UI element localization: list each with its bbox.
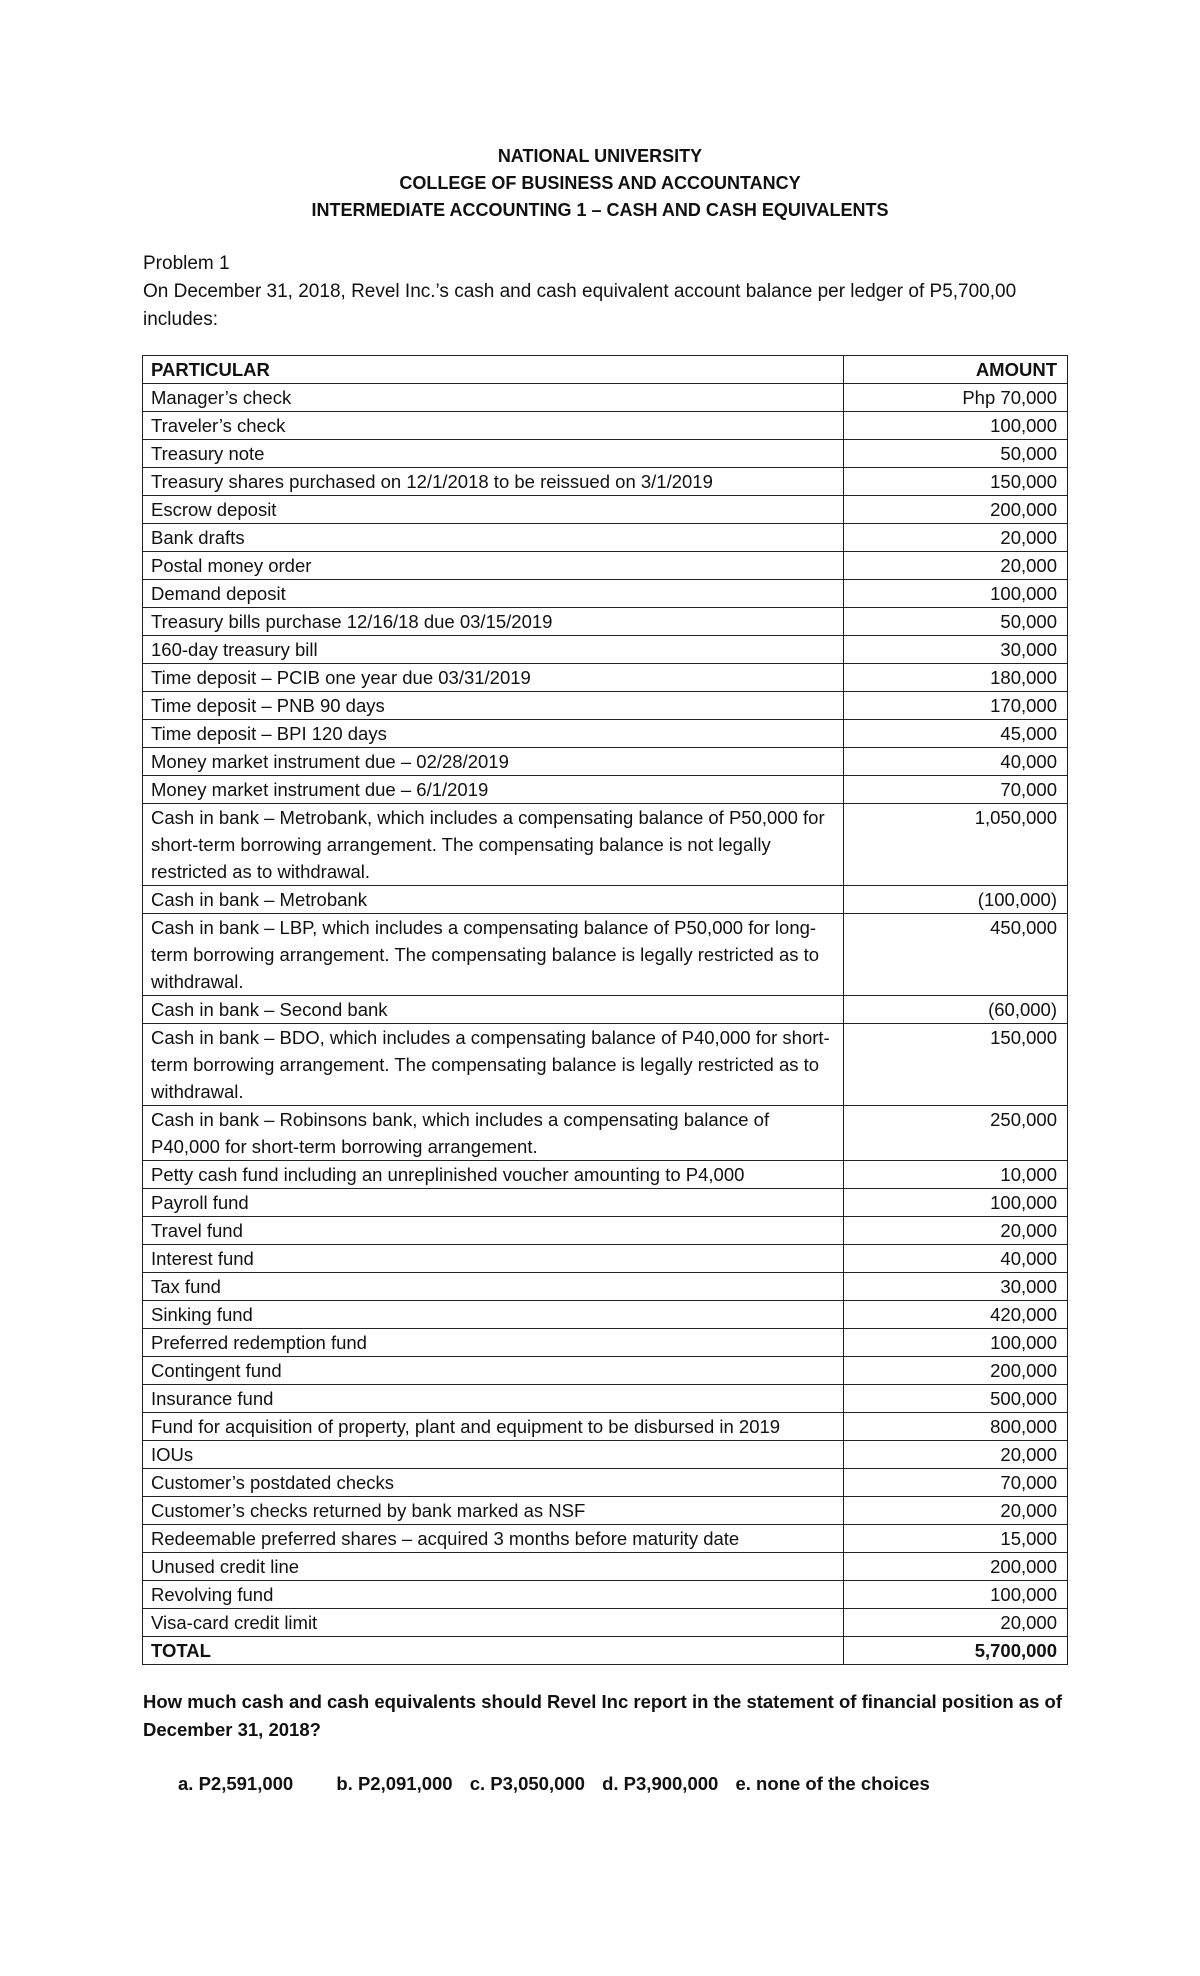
particular-cell: Customer’s checks returned by bank marked as NSF	[143, 1497, 844, 1525]
column-header-amount: AMOUNT	[844, 356, 1068, 384]
table-row	[143, 664, 1068, 692]
particular-cell: Cash in bank – Second bank	[143, 996, 844, 1024]
amount-cell: 15,000	[844, 1525, 1068, 1553]
table-row	[143, 1106, 1068, 1161]
table-row	[143, 468, 1068, 496]
particular-cell: IOUs	[143, 1441, 844, 1469]
particular-cell: 160-day treasury bill	[143, 636, 844, 664]
total-row	[143, 1637, 1068, 1665]
particular-cell: Unused credit line	[143, 1553, 844, 1581]
amount-cell: 40,000	[844, 1245, 1068, 1273]
choice-e: e. none of the choices	[735, 1773, 930, 1794]
table-row	[143, 1329, 1068, 1357]
amount-cell: 20,000	[844, 1497, 1068, 1525]
table-row	[143, 1413, 1068, 1441]
table-row	[143, 412, 1068, 440]
amount-cell: 50,000	[844, 440, 1068, 468]
problem-title: Problem 1	[143, 253, 230, 274]
particular-cell: Time deposit – PCIB one year due 03/31/2019	[143, 664, 844, 692]
document-header	[0, 143, 1200, 224]
choice-c: c. P3,050,000	[469, 1773, 585, 1794]
particular-cell: Bank drafts	[143, 524, 844, 552]
amount-cell: 450,000	[844, 914, 1068, 996]
particular-cell: Manager’s check	[143, 384, 844, 412]
amount-cell: 100,000	[844, 580, 1068, 608]
total-label: TOTAL	[143, 1637, 844, 1665]
particular-cell: Preferred redemption fund	[143, 1329, 844, 1357]
table-row	[143, 496, 1068, 524]
amount-cell: 20,000	[844, 552, 1068, 580]
particular-cell: Fund for acquisition of property, plant and equipment to be disbursed in 2019	[143, 1413, 844, 1441]
particular-cell: Postal money order	[143, 552, 844, 580]
university-name: NATIONAL UNIVERSITY	[497, 146, 703, 166]
amount-cell: 200,000	[844, 496, 1068, 524]
table-row	[143, 1441, 1068, 1469]
total-amount: 5,700,000	[844, 1637, 1068, 1665]
table-row	[143, 384, 1068, 412]
particular-cell: Visa-card credit limit	[143, 1609, 844, 1637]
question-text: How much cash and cash equivalents should Revel Inc report in the statement of financial position as of December 31, 2018?	[143, 1691, 1063, 1740]
particular-cell: Petty cash fund including an unreplinished voucher amounting to P4,000	[143, 1161, 844, 1189]
college-name: COLLEGE OF BUSINESS AND ACCOUNTANCY	[399, 173, 801, 193]
amount-cell: Php 70,000	[844, 384, 1068, 412]
amount-cell: 180,000	[844, 664, 1068, 692]
table-row	[143, 1497, 1068, 1525]
table-row	[143, 914, 1068, 996]
problem-text: On December 31, 2018, Revel Inc.’s cash and cash equivalent account balance per ledger of P5,700,00 includes:	[143, 281, 1017, 330]
amount-cell: 200,000	[844, 1357, 1068, 1385]
table-row	[143, 804, 1068, 886]
amount-cell: 500,000	[844, 1385, 1068, 1413]
amount-cell: 10,000	[844, 1161, 1068, 1189]
table-row	[143, 996, 1068, 1024]
table-row	[143, 1217, 1068, 1245]
particular-cell: Cash in bank – Metrobank, which includes a compensating balance of P50,000 for short-term borrowing arrangement. The compensating balance is not legally restricted as to withdrawal.	[143, 804, 844, 886]
choice-d: d. P3,900,000	[602, 1773, 719, 1794]
particular-cell: Cash in bank – Robinsons bank, which includes a compensating balance of P40,000 for short-term borrowing arrangement.	[143, 1106, 844, 1161]
table-row	[143, 1525, 1068, 1553]
amount-cell: 20,000	[844, 1609, 1068, 1637]
table-row	[143, 1189, 1068, 1217]
table-header-row	[143, 356, 1068, 384]
particular-cell: Sinking fund	[143, 1301, 844, 1329]
table-row	[143, 1024, 1068, 1106]
table-row	[143, 524, 1068, 552]
particular-cell: Treasury shares purchased on 12/1/2018 to be reissued on 3/1/2019	[143, 468, 844, 496]
particular-cell: Demand deposit	[143, 580, 844, 608]
amount-cell: 50,000	[844, 608, 1068, 636]
table-row	[143, 1553, 1068, 1581]
particular-cell: Payroll fund	[143, 1189, 844, 1217]
problem-intro	[143, 250, 1063, 334]
particular-cell: Escrow deposit	[143, 496, 844, 524]
particular-cell: Insurance fund	[143, 1385, 844, 1413]
table-row	[143, 720, 1068, 748]
particular-cell: Revolving fund	[143, 1581, 844, 1609]
particular-cell: Money market instrument due – 02/28/2019	[143, 748, 844, 776]
table-row	[143, 1161, 1068, 1189]
table-row	[143, 776, 1068, 804]
answer-choices	[178, 1770, 1098, 1798]
choice-b: b. P2,091,000	[336, 1773, 453, 1794]
amount-cell: 100,000	[844, 1329, 1068, 1357]
table-row	[143, 552, 1068, 580]
table-row	[143, 1273, 1068, 1301]
amount-cell: 800,000	[844, 1413, 1068, 1441]
particular-cell: Cash in bank – Metrobank	[143, 886, 844, 914]
particular-cell: Redeemable preferred shares – acquired 3 months before maturity date	[143, 1525, 844, 1553]
table-row	[143, 1385, 1068, 1413]
particular-cell: Customer’s postdated checks	[143, 1469, 844, 1497]
particular-cell: Contingent fund	[143, 1357, 844, 1385]
table-row	[143, 1609, 1068, 1637]
amount-cell: 30,000	[844, 1273, 1068, 1301]
particular-cell: Time deposit – PNB 90 days	[143, 692, 844, 720]
amount-cell: 420,000	[844, 1301, 1068, 1329]
table-row	[143, 636, 1068, 664]
table-row	[143, 1357, 1068, 1385]
table-row	[143, 1245, 1068, 1273]
table-row	[143, 440, 1068, 468]
amount-cell: (60,000)	[844, 996, 1068, 1024]
table-row	[143, 1469, 1068, 1497]
particular-cell: Money market instrument due – 6/1/2019	[143, 776, 844, 804]
table-row	[143, 692, 1068, 720]
particular-cell: Interest fund	[143, 1245, 844, 1273]
amount-cell: 150,000	[844, 1024, 1068, 1106]
particular-cell: Tax fund	[143, 1273, 844, 1301]
particular-cell: Cash in bank – LBP, which includes a compensating balance of P50,000 for long-term borrowing arrangement. The compensating balance is legally restricted as to withdrawal.	[143, 914, 844, 996]
amount-cell: 20,000	[844, 524, 1068, 552]
amount-cell: 100,000	[844, 1189, 1068, 1217]
amount-cell: 20,000	[844, 1217, 1068, 1245]
amount-cell: 45,000	[844, 720, 1068, 748]
amount-cell: 1,050,000	[844, 804, 1068, 886]
amount-cell: 40,000	[844, 748, 1068, 776]
cash-ledger-table	[142, 355, 1068, 1665]
table-row	[143, 580, 1068, 608]
table-row	[143, 1581, 1068, 1609]
amount-cell: 70,000	[844, 776, 1068, 804]
table-row	[143, 1301, 1068, 1329]
amount-cell: 170,000	[844, 692, 1068, 720]
amount-cell: 20,000	[844, 1441, 1068, 1469]
particular-cell: Traveler’s check	[143, 412, 844, 440]
amount-cell: (100,000)	[844, 886, 1068, 914]
choice-a: a. P2,591,000	[178, 1773, 294, 1794]
amount-cell: 200,000	[844, 1553, 1068, 1581]
amount-cell: 30,000	[844, 636, 1068, 664]
particular-cell: Travel fund	[143, 1217, 844, 1245]
amount-cell: 150,000	[844, 468, 1068, 496]
amount-cell: 100,000	[844, 412, 1068, 440]
amount-cell: 100,000	[844, 1581, 1068, 1609]
amount-cell: 250,000	[844, 1106, 1068, 1161]
course-title: INTERMEDIATE ACCOUNTING 1 – CASH AND CASH EQUIVALENTS	[311, 200, 889, 220]
table-row	[143, 748, 1068, 776]
particular-cell: Treasury note	[143, 440, 844, 468]
particular-cell: Time deposit – BPI 120 days	[143, 720, 844, 748]
column-header-particular: PARTICULAR	[143, 356, 844, 384]
table-row	[143, 886, 1068, 914]
table-row	[143, 608, 1068, 636]
particular-cell: Cash in bank – BDO, which includes a compensating balance of P40,000 for short-term borrowing arrangement. The compensating balance is legally restricted as to withdrawal.	[143, 1024, 844, 1106]
table-body	[143, 384, 1068, 1637]
particular-cell: Treasury bills purchase 12/16/18 due 03/15/2019	[143, 608, 844, 636]
amount-cell: 70,000	[844, 1469, 1068, 1497]
